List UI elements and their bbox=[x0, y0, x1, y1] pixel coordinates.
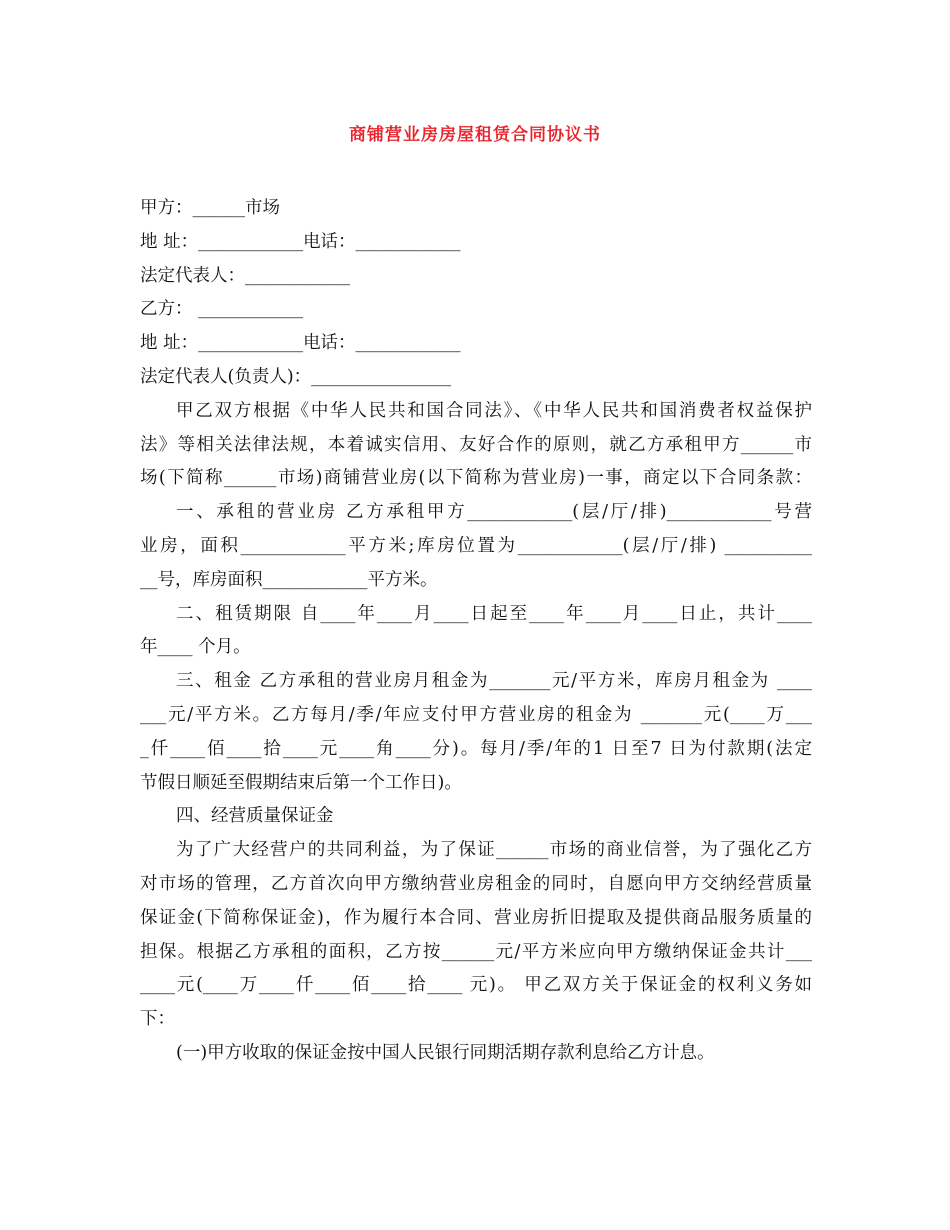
party-b-address-line: 地 址：____________电话：____________ bbox=[140, 333, 461, 354]
party-b-representative-line: 法定代表人(负责人)：________________ bbox=[140, 366, 452, 387]
clause-3-line: ___元/平方米。乙方每月/季/年应支付甲方营业房的租金为 _______元(____万___ bbox=[140, 704, 812, 725]
clause-1-line: __号，库房面积____________平方米。 bbox=[140, 569, 438, 590]
preamble-line: 场(下简称______市场)商铺营业房(以下简称为营业房)一事，商定以下合同条款： bbox=[140, 468, 812, 489]
contract-body bbox=[140, 192, 812, 1071]
clause-1-line: 一、承租的营业房 乙方承租甲方____________(层/厅/排)____________号营 bbox=[176, 502, 812, 523]
clause-2-line: 年____ 个月。 bbox=[140, 637, 251, 658]
clause-4-line: 对市场的管理，乙方首次向甲方缴纳营业房租金的同时，自愿向甲方交纳经营质量 bbox=[140, 873, 812, 894]
clause-3-line: _仟____佰____拾____元____角____分)。每月/季/年的1 日至7 日为付款期(法定 bbox=[140, 738, 812, 759]
clause-4-line: 为了广大经营户的共同利益，为了保证______市场的商业信誉，为了强化乙方 bbox=[176, 840, 812, 861]
clause-4-line: 担保。根据乙方承租的面积，乙方按______元/平方米应向甲方缴纳保证金共计___ bbox=[140, 941, 812, 962]
clause-4-line: ____元(____万____仟____佰____拾____ 元)。 甲乙双方关于保证金的权利义务如 bbox=[140, 975, 812, 996]
document-title: 商铺营业房房屋租赁合同协议书 bbox=[349, 125, 601, 145]
clause-3-line: 节假日顺延至假期结束后第一个工作日)。 bbox=[140, 772, 462, 793]
clause-1-line: 业房，面积____________平方米;库房位置为____________(层/厅/排) __________ bbox=[140, 535, 812, 556]
clause-4-item-1: (一)甲方收取的保证金按中国人民银行同期活期存款利息给乙方计息。 bbox=[176, 1042, 715, 1063]
party-b-line: 乙方： ____________ bbox=[140, 299, 304, 320]
clause-3-line: 三、租金 乙方承租的营业房月租金为_______元/平方米，库房月租金为 ____ bbox=[176, 671, 812, 692]
party-a-address-line: 地 址：____________电话：____________ bbox=[140, 231, 461, 252]
clause-4-line: 保证金(下简称保证金)，作为履行本合同、营业房折旧提取及提供商品服务质量的 bbox=[140, 907, 812, 928]
clause-2-line: 二、租赁期限 自____年____月____日起至____年____月____日止，共计____ bbox=[176, 603, 812, 624]
clause-4-heading: 四、经营质量保证金 bbox=[176, 806, 334, 827]
preamble-line: 甲乙双方根据《中华人民共和国合同法》、《中华人民共和国消费者权益保护 bbox=[176, 400, 812, 421]
party-a-representative-line: 法定代表人：____________ bbox=[140, 265, 350, 286]
party-a-line: 甲方：______市场 bbox=[140, 198, 280, 218]
clause-4-line: 下： bbox=[140, 1009, 175, 1030]
preamble-line: 法》等相关法律法规，本着诚实信用、友好合作的原则，就乙方承租甲方______市 bbox=[140, 434, 812, 455]
